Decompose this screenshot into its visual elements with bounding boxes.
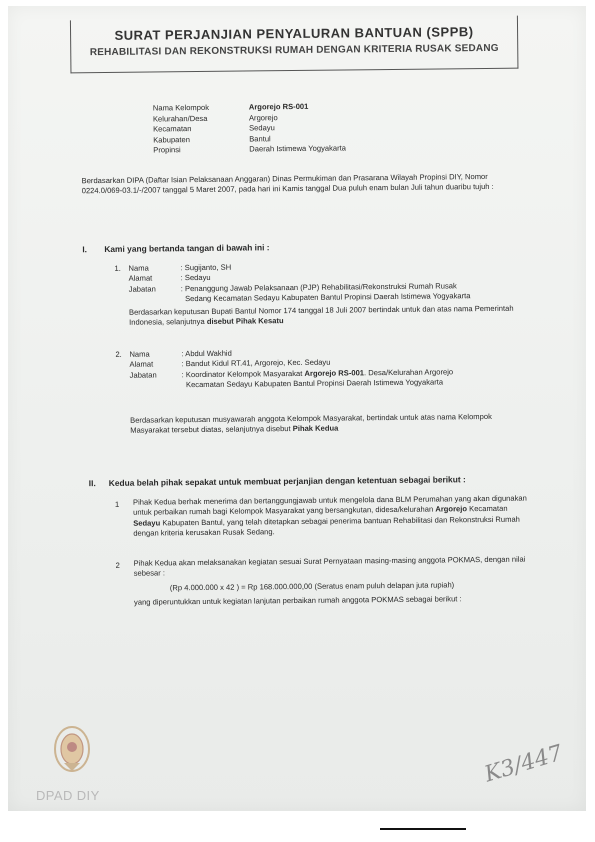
- info-label: Kabupaten: [153, 134, 190, 145]
- party-2-name-value: Abdul Wakhid: [185, 348, 232, 359]
- position-label: Jabatan: [129, 370, 157, 380]
- item-1-number: 1: [114, 499, 120, 509]
- info-value: Bantul: [249, 134, 271, 144]
- info-label: Kelurahan/Desa: [152, 113, 208, 124]
- party-1-position-row: [115, 280, 525, 305]
- document-page: [4, 3, 590, 814]
- item-2-text: Pihak Kedua akan melaksanakan kegiatan sesuai Surat Pernyataan masing-masing anggota POKMAS, dengan nilai sebesar :: [133, 554, 526, 579]
- handwritten-note: K3/447: [481, 740, 566, 788]
- party-1-name: : Sugijanto, SH: [180, 262, 232, 273]
- party-2-position-row: [116, 366, 526, 391]
- party-2-position-pre: Koordinator Kelompok Masyarakat: [185, 368, 303, 379]
- party-1-address: : Sedayu: [180, 273, 211, 283]
- info-value: Sedayu: [249, 123, 275, 133]
- party-2-basis: [130, 412, 524, 437]
- info-label: Nama Kelompok: [152, 102, 210, 113]
- document-title: SURAT PERJANJIAN PENYALURAN BANTUAN (SPPB): [114, 24, 474, 43]
- party-1-address-value: Sedayu: [184, 273, 211, 283]
- item-2-tail: yang diperuntukkan untuk kegiatan lanjutan perbaikan rumah anggota POKMAS sebagai berikut :: [133, 594, 462, 607]
- party-2-basis-text: Berdasarkan keputusan musyawarah anggota Kelompok Masyarakat, bertindak untuk atas nama Kelompok Masyarakat tersebut diatas, selanjutnya disebut: [130, 411, 492, 436]
- party-1-position-value: Penanggung Jawab Pelaksanaan (PJP) Rehabilitasi/Rekonstruksi Rumah Rusak Sedang Kecamatan Sedayu Kabupaten Bantul Propinsi Daerah Istimewa Yogyakarta: [184, 281, 471, 304]
- item-2-formula: (Rp 4.000.000 x 42 ) = Rp 168.000.000,00 (Seratus enam puluh delapan juta rupiah): [169, 580, 455, 593]
- info-value: Argorejo: [248, 112, 278, 123]
- party-1-name-value: Sugijanto, SH: [184, 262, 232, 273]
- item-1-text-b: Kecamatan: [469, 504, 508, 514]
- intro-paragraph: Berdasarkan DIPA (Daftar Isian Pelaksanaan Anggaran) Dinas Permukiman dan Prasarana Wilayah Propinsi DIY, Nomor 0224.0/069-03.1/-/2007 tanggal 5 Maret 2007, pada hari ini Kamis tanggal Dua puluh enam bulan Juli tahun duaribu tujuh :: [81, 171, 494, 196]
- party-1-number: 1.: [114, 263, 121, 273]
- title-box: [70, 16, 519, 74]
- position-label: Jabatan: [128, 284, 156, 294]
- item-1-district: Sedayu: [133, 518, 161, 528]
- party-2-address: : Bandut Kidul RT.41, Argorejo, Kec. Sedayu: [181, 358, 331, 369]
- party-1-position: : Penanggung Jawab Pelaksanaan (PJP) Rehabilitasi/Rekonstruksi Rumah Rusak Sedang Kecamatan Sedayu Kabupaten Bantul Propinsi Daerah Istimewa Yogyakarta: [181, 280, 525, 304]
- address-label: Alamat: [128, 273, 153, 284]
- section-2-number: II.: [88, 478, 96, 489]
- party-1: [114, 260, 524, 306]
- party-1-basis: [129, 304, 523, 329]
- party-2-position: : Koordinator Kelompok Masyarakat Argorejo RS-001. Desa/Kelurahan Argorejo Kecamatan Sedayu Kabupaten Bantul Propinsi Daerah Istimewa Yogyakarta: [182, 366, 526, 390]
- item-1-village: Argorejo: [435, 504, 468, 514]
- section-1-heading: Kami yang bertanda tangan di bawah ini :: [104, 242, 270, 255]
- info-row: [153, 144, 346, 157]
- emblem-stamp-icon: [52, 723, 92, 775]
- section-2-heading: Kedua belah pihak sepakat untuk membuat perjanjian dengan ketentuan sebagai berikut :: [108, 474, 466, 488]
- info-value: Daerah Istimewa Yogyakarta: [249, 143, 346, 154]
- address-label: Alamat: [129, 359, 154, 370]
- party-2-position-post: Desa/Kelurahan Argorejo Kecamatan Sedayu Kabupaten Bantul Propinsi Daerah Istimewa Yogyakarta: [185, 367, 454, 390]
- item-1-text-c: Kabupaten Bantul, yang telah ditetapkan sebagai penerima bantuan Rehabilitasi dan Rekonstruksi Rumah dengan kriteria kerusakan Rusak Sedang.: [133, 514, 520, 538]
- party-2-position-group: Argorejo RS-001: [304, 368, 365, 378]
- party-2: [115, 346, 525, 392]
- party-1-basis-text: Berdasarkan keputusan Bupati Bantul Nomor 174 tanggal 18 Juli 2007 bertindak untuk dan atas nama Pemerintah Indonesia, selanjutnya: [128, 303, 514, 328]
- info-label: Kecamatan: [153, 124, 192, 134]
- item-2-number: 2: [115, 560, 120, 570]
- name-label: Nama: [129, 349, 150, 359]
- party-2-basis-bold: Pihak Kedua: [292, 423, 339, 434]
- section-1-number: I.: [82, 244, 88, 255]
- watermark-text: DPAD DIY: [36, 788, 100, 803]
- party-1-basis-bold: disebut Pihak Kesatu: [206, 316, 284, 327]
- item-1-text-a: Pihak Kedua berhak menerima dan bertanggungjawab untuk mengelola dana BLM Perumahan yang akan digunakan untuk perbaikan rumah bagi Kelompok Masyarakat yang bersangkutan, didesa/kelurahan: [132, 493, 527, 518]
- party-2-address-value: Bandut Kidul RT.41, Argorejo, Kec. Sedayu: [185, 358, 331, 369]
- item-1-text: [133, 494, 529, 540]
- info-value: Argorejo RS-001: [248, 101, 309, 112]
- party-2-number: 2.: [115, 349, 122, 359]
- document-subtitle: REHABILITASI DAN REKONSTRUKSI RUMAH DENGAN KRITERIA RUSAK SEDANG: [89, 42, 499, 59]
- group-info: [153, 101, 346, 156]
- party-2-position-value: Koordinator Kelompok Masyarakat Argorejo RS-001. Desa/Kelurahan Argorejo Kecamatan Sedayu Kabupaten Bantul Propinsi Daerah Istimewa Yogyakarta: [185, 367, 454, 390]
- name-label: Nama: [128, 263, 149, 273]
- info-label: Propinsi: [153, 145, 181, 155]
- bottom-line: [380, 828, 466, 830]
- party-2-name: : Abdul Wakhid: [181, 348, 232, 359]
